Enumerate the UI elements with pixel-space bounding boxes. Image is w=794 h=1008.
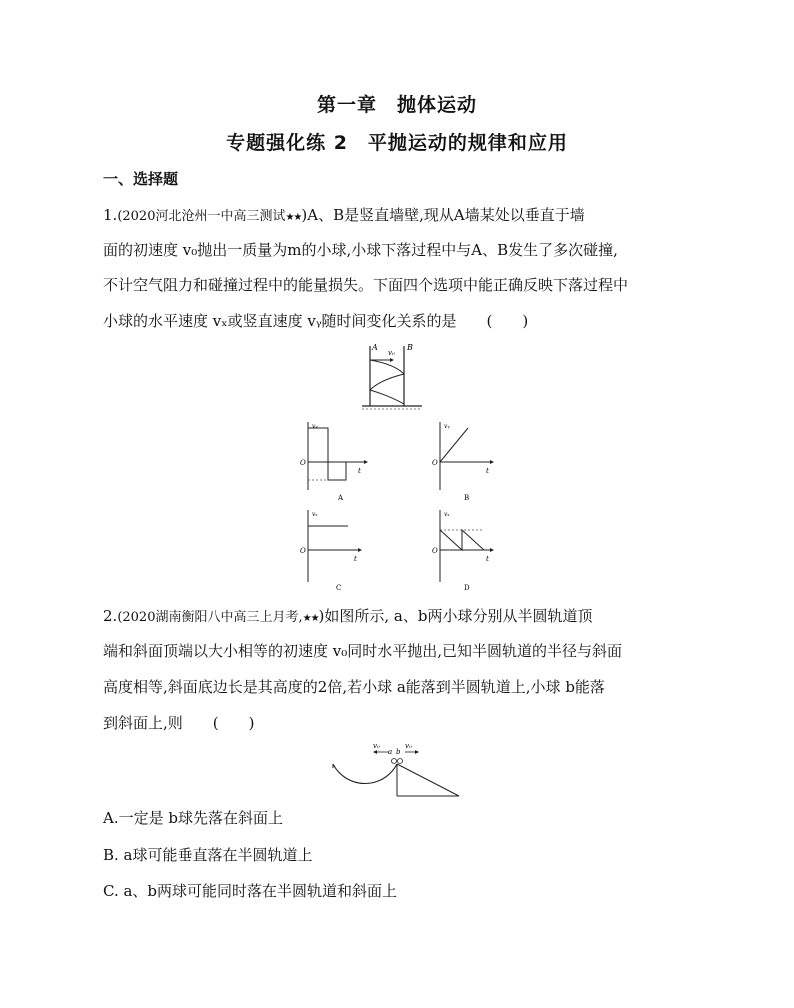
q2-figure bbox=[325, 740, 465, 802]
option-d-graph bbox=[424, 506, 504, 594]
option-c-axis-label: vₓ bbox=[312, 511, 318, 518]
option-a-axis-label: vᵧ bbox=[312, 423, 318, 430]
q2-text-4: 到斜面上,则 ( ) bbox=[103, 714, 255, 732]
q2-choice-c: C. a、b两球可能同时落在半圆轨道和斜面上 bbox=[103, 882, 398, 900]
option-a-t: t bbox=[358, 467, 361, 475]
q2-v0-left: v₀ bbox=[373, 742, 380, 750]
q2-choice-b: B. a球可能垂直落在半圆轨道上 bbox=[103, 846, 313, 864]
q1-line-1 bbox=[103, 205, 585, 228]
option-b-t: t bbox=[486, 467, 489, 475]
q1-text-2: 面的初速度 v₀抛出一质量为m的小球,小球下落过程中与A、B发生了多次碰撞, bbox=[103, 241, 618, 259]
q2-number: 2. bbox=[103, 607, 118, 625]
option-c-graph bbox=[292, 506, 372, 594]
option-c-t: t bbox=[354, 555, 357, 563]
page-subtitle: 专题强化练 2 平抛运动的规律和应用 bbox=[226, 132, 568, 154]
q1-wall-b-label: B bbox=[407, 343, 413, 352]
q1-source: (2020河北沧州一中高三测试 bbox=[117, 209, 286, 224]
option-b-graph bbox=[424, 418, 504, 506]
q2-v0-right: v₀ bbox=[405, 742, 412, 750]
q2-source: (2020湖南衡阳八中高三上月考, bbox=[117, 610, 303, 625]
q1-v0-label: v₀ bbox=[388, 349, 395, 357]
q2-text-2: 端和斜面顶端以大小相等的初速度 v₀同时水平抛出,已知半圆轨道的半径与斜面 bbox=[103, 642, 623, 660]
option-d-t: t bbox=[486, 555, 489, 563]
option-b-origin: O bbox=[432, 459, 438, 467]
q2-ball-b: b bbox=[396, 748, 401, 756]
option-c-label: C bbox=[336, 584, 342, 592]
option-a-origin: O bbox=[300, 459, 306, 467]
q2-choice-a: A.一定是 b球先落在斜面上 bbox=[103, 809, 283, 827]
option-b-axis-label: vᵧ bbox=[444, 423, 450, 430]
q2-ball-a: a bbox=[388, 748, 393, 756]
q1-walls-figure bbox=[360, 338, 430, 416]
q1-text-1: )A、B是竖直墙壁,现从A墙某处以垂直于墙 bbox=[301, 206, 585, 224]
option-d-origin: O bbox=[432, 547, 438, 555]
option-c-origin: O bbox=[300, 547, 306, 555]
q1-number: 1. bbox=[103, 206, 118, 224]
q1-text-4: 小球的水平速度 vₓ或竖直速度 vᵧ随时间变化关系的是 ( ) bbox=[103, 312, 529, 330]
option-d-label: D bbox=[464, 584, 470, 592]
q1-text-3: 不计空气阻力和碰撞过程中的能量损失。下面四个选项中能正确反映下落过程中 bbox=[103, 276, 629, 294]
option-b-label: B bbox=[464, 494, 470, 502]
chapter-title: 第一章 抛体运动 bbox=[316, 94, 477, 116]
q2-line-1 bbox=[103, 606, 592, 629]
option-a-label: A bbox=[338, 494, 344, 502]
q1-difficulty: ★★ bbox=[285, 212, 302, 223]
section-heading: 一、选择题 bbox=[103, 170, 179, 188]
q1-wall-a-label: A bbox=[372, 343, 378, 352]
q2-text-3: 高度相等,斜面底边长是其高度的2倍,若小球 a能落到半圆轨道上,小球 b能落 bbox=[103, 678, 605, 696]
option-d-axis-label: vₓ bbox=[444, 511, 450, 518]
option-a-graph bbox=[292, 418, 372, 506]
q2-text-1: )如图所示, a、b两小球分别从半圆轨道顶 bbox=[318, 607, 593, 625]
q2-difficulty: ★★ bbox=[302, 613, 319, 624]
